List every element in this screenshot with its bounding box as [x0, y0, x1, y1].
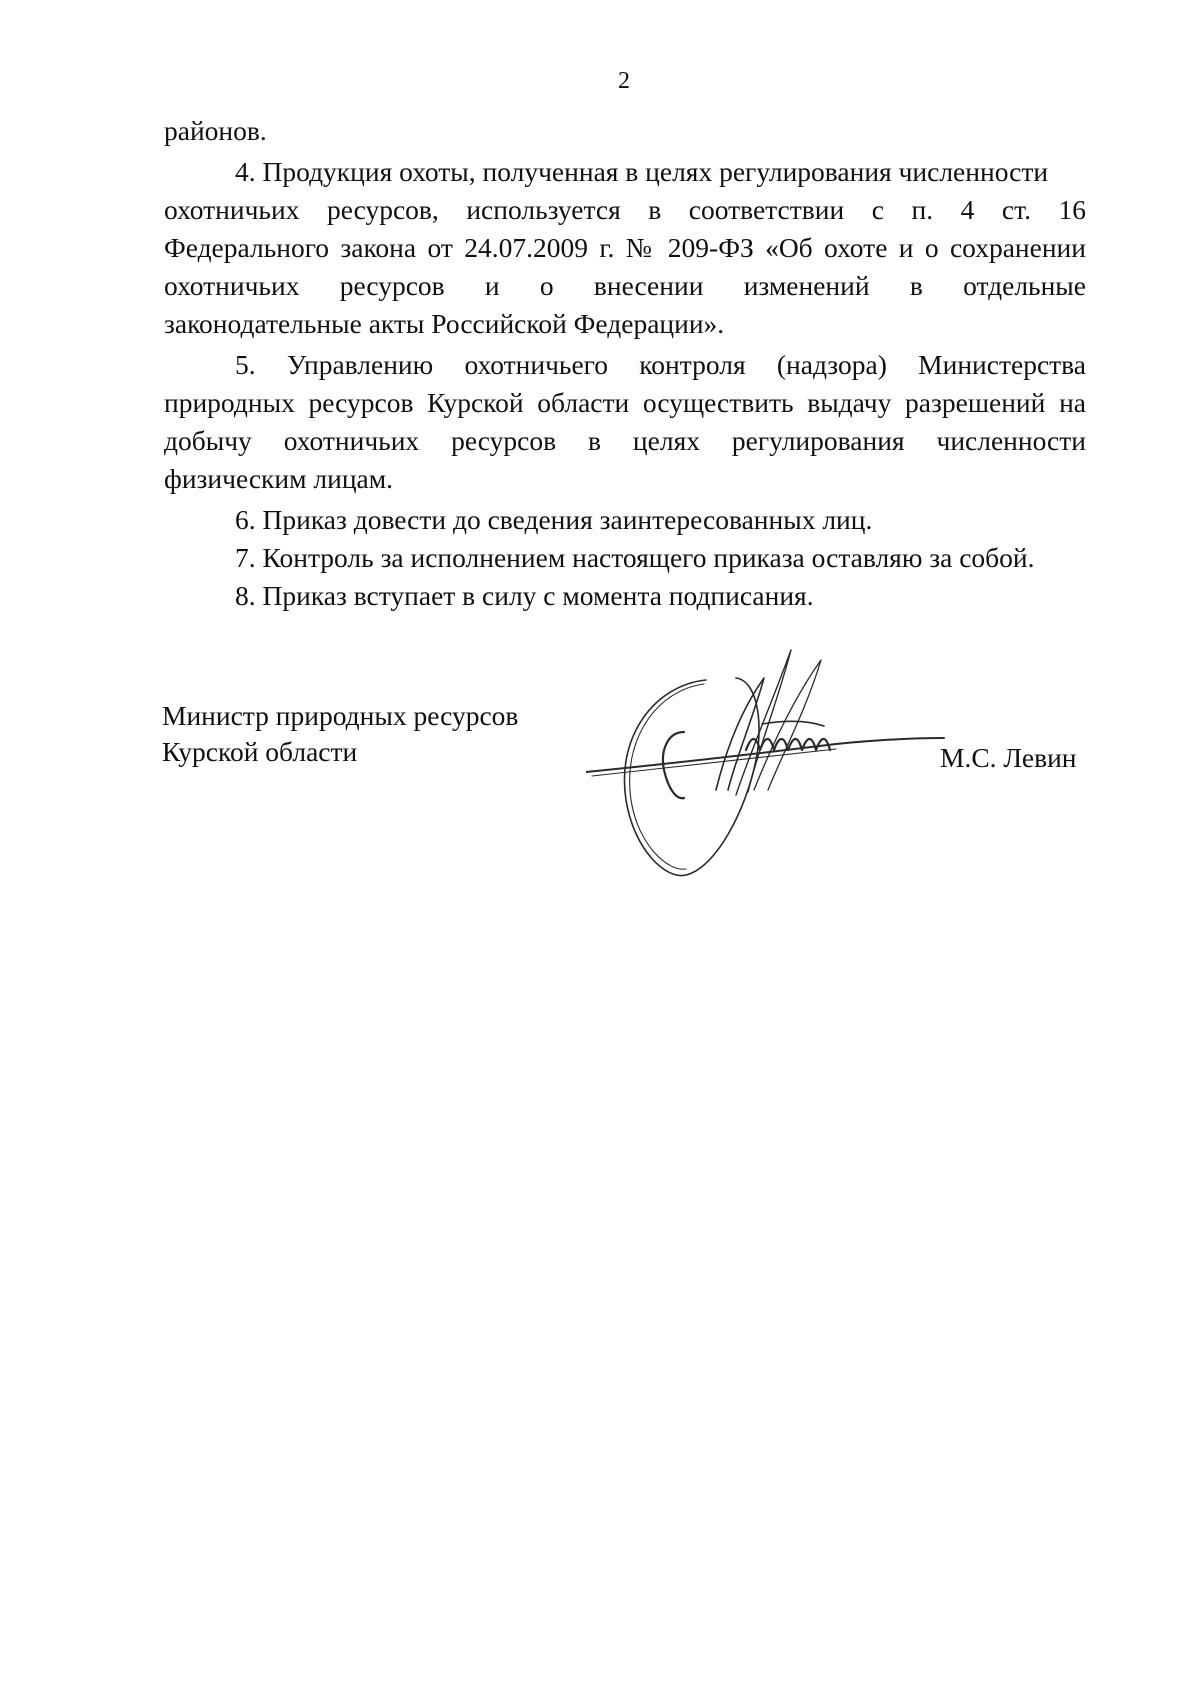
paragraph-4-line-3: Федерального закона от 24.07.2009 г. № 209-ФЗ «Об охоте и о сохранении: [164, 232, 1086, 263]
paragraph-5-line-2: природных ресурсов Курской области осуществить выдачу разрешений на: [164, 387, 1086, 418]
handwritten-signature-icon: [586, 640, 946, 900]
paragraph-8: 8. Приказ вступает в силу с момента подписания.: [235, 580, 814, 611]
paragraph-6: 6. Приказ довести до сведения заинтересованных лиц.: [235, 504, 873, 535]
signer-name: М.С. Левин: [940, 742, 1077, 773]
signatory-position: [162, 698, 518, 770]
paragraph-5-line-4: физическим лицам.: [164, 463, 394, 494]
paragraph-4-line-2: охотничьих ресурсов, используется в соответствии с п. 4 ст. 16: [164, 194, 1086, 225]
paragraph-5-line-3: добычу охотничьих ресурсов в целях регулирования численности: [164, 425, 1086, 456]
signatory-position-line-1: Министр природных ресурсов: [162, 700, 519, 731]
signatory-position-line-2: Курской области: [162, 736, 358, 767]
paragraph-4-line-5: законодательные акты Российской Федерации».: [164, 308, 725, 339]
text-line-continuation: районов.: [164, 115, 267, 146]
paragraph-4-line-1: 4. Продукция охоты, полученная в целях регулирования численности: [235, 156, 1049, 187]
page-number: 2: [618, 68, 630, 94]
order-body-text: [164, 112, 1086, 615]
paragraph-4-line-4: охотничьих ресурсов и о внесении изменений в отдельные: [164, 270, 1086, 301]
paragraph-5-line-1: 5. Управлению охотничьего контроля (надзора) Министерства: [235, 349, 1086, 380]
paragraph-7: 7. Контроль за исполнением настоящего приказа оставляю за собой.: [235, 542, 1035, 573]
